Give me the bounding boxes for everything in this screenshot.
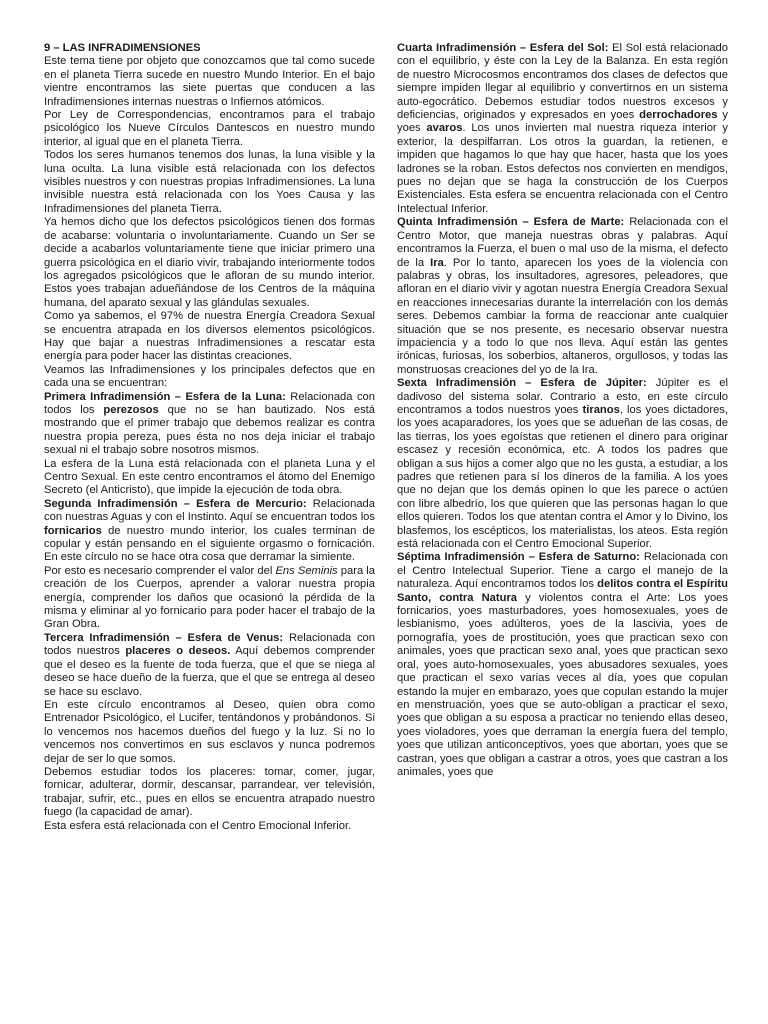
text-run: que no se han bautizado. Nos está mostrando que el primer trabajo que debemos realizar es contra nuestra propia pereza, pues ésta no nos deja iniciar el trabajo sexual ni el trabajo sobre nosotros mismos. [44,403,375,457]
text-run: Este tema tiene por objeto que conozcamos que tal como sucede en el planeta Tierra sucede en nuestro Mundo Interior. En el bajo vientre encontramos las siete puertas que conducen a las Infradimensiones internas nuestras o Infiernos atómicos. [44,55,375,108]
text-run: La esfera de la Luna está relacionada con el planeta Luna y el Centro Sexual. En este centro encontramos el átomo del Enemigo Secreto (el Anticristo), que impide la ejecución de toda obra. [44,457,375,497]
paragraph [44,820,375,833]
bold-text: Primera Infradimensión – Esfera de la Luna: [44,390,286,403]
paragraph [44,55,375,109]
paragraph [44,766,375,820]
text-run: , los yoes dictadores, los yoes acaparadores, los yoes que se adueñan de las cosas, de las tierras, los yoes egoístas que retienen el dinero para originar escasez y recesión económica, etc. A todos los padres que obligan a sus hijos a comer algo que no les gusta, a estudiar, a los padres que retienen para sí los dineros de la familia. A los yoes que no dejan que los demás opinen lo que les parece o actúen con libre albedrío, los que quieren que las personas hagan lo que ellos quieren. Todos los que atentan contra el Amor y lo Divino, los blasfemos, los escépticos, los materialistas, los ateos. Esta región está relacionada con el Centro Emocional Superior. [397,403,728,551]
bold-text: Séptima Infradimensión – Esfera de Saturno: [397,551,640,564]
bold-text: Tercera Infradimensión – Esfera de Venus: [44,631,284,644]
text-run: de nuestro mundo interior, los cuales terminan de copular y están pensando en el siguiente orgasmo o fornicación. En este círculo no se hace otra cosa que derramar la simiente. [44,524,375,564]
paragraph [44,310,375,364]
text-run: Aquí debemos comprender que el deseo es la fuente de toda fuerza, que el que se niega al deseo se hace dueño de la fuerza, que el que se entrega al deseo se hace su esclavo. [44,645,376,698]
text-run: Veamos las Infradimensiones y los principales defectos que en cada una se encuentran: [44,363,375,390]
paragraph [397,216,728,377]
text-run: Ya hemos dicho que los defectos psicológicos tienen dos formas de acabarse: voluntaria o involuntariamente. Cuando un Ser se decide a acabarlos voluntariamente tiene que iniciar primero una guerra psicológica en el diario vivir, trabajando interiormente todos los agregados psicológicos que le afloran de su mundo interior. Estos yoes trabajan adueñándose de los Centros de la máquina humana, del aparato sexual y las glándulas sexuales. [44,216,375,309]
text-run: . Los unos invierten mal nuestra riqueza interior y exterior, la despilfarran. Los otros la guardan, la retienen, e impiden que hagamos lo que hay que hacer, hasta que los yoes ladrones se la roban. Estos defectos nos convierten en mendigos, pues no dejan que se haga la construcción de los Cuerpos Existenciales. Esta esfera se encuentra relacionada con el Centro Intelectual Inferior. [397,122,728,215]
bold-text: Cuarta Infradimensión – Esfera del Sol: [397,42,609,54]
text-run: En este círculo encontramos al Deseo, quien obra como Entrenador Psicológico, el Lucifer, tentándonos y probándonos. Si lo vencemos nos hacemos dueños del fuego y la luz. Si no lo vencemos nos convertimos en sus esclavos y nunca podremos dejar de ser lo que somos. [44,698,375,765]
text-run: Relacionada con el Centro Intelectual Superior. Tiene a cargo el manejo de la naturaleza. Aquí encontramos todos los [397,551,728,591]
paragraph [44,458,375,498]
bold-text: Segunda Infradimensión – Esfera de Mercurio: [44,497,307,510]
bold-text: avaros [426,122,463,135]
text-run: Debemos estudiar todos los placeres: tomar, comer, jugar, fornicar, adulterar, dormir, descansar, parrandear, ver televisión, trabajar, sufrir, etc., pues en ellos se encuentra atrapado nuestro fuego (la capacidad de amar). [44,765,375,819]
text-run: . Por lo tanto, aparecen los yoes de la violencia con palabras y obras, los insultadores, agresores, peleadores, que afloran en el diario vivir y agotan nuestra Energía Creadora Sexual en reacciones innecesarias durante la interrelación con los demás seres. Debemos cambiar la forma de reaccionar ante cualquier situación que se nos presente, es necesario observar nuestra impaciencia y a todo lo que nos lleva. Aquí están las gentes irónicas, furiosas, los soberbios, altaneros, orgullosos, y todas las monstruosas creaciones del yo de la Ira. [397,256,728,376]
text-run: Relacionada con el Centro Motor, que maneja nuestras obras y palabras. Aquí encontramos la Fuerza, el buen o mal uso de la misma, el defecto de la [397,216,728,269]
bold-text: Sexta Infradimensión – Esfera de Júpiter: [397,377,647,390]
text-run: Por Ley de Correspondencias, encontramos para el trabajo psicológico los Nueve Círculos Dantescos en nuestro mundo interior, al igual que en el planeta Tierra. [44,109,375,148]
paragraph [44,699,375,766]
paragraph [44,632,375,699]
paragraph [44,364,375,391]
paragraph [44,565,375,632]
bold-text: perezosos [103,403,159,416]
italic-text: Ens Seminis [275,564,338,577]
bold-text: fornicarios [44,524,102,537]
text-run: Relacionada con todos los [44,390,375,416]
bold-text: delitos contra el Espíritu Santo, contra Natura [397,578,728,604]
text-run: Relacionada con nuestras Aguas y con el Instinto. Aquí se encuentran todos los [44,497,375,524]
bold-text: tiranos [582,403,620,416]
paragraph [44,216,375,310]
bold-text: Quinta Infradimensión – Esfera de Marte: [397,216,625,229]
text-run: El Sol está relacionado con el equilibrio, y éste con la Ley de la Balanza. En esta región de nuestro Microcosmos encontramos dos clases de defectos que siempre impiden llegar al equilibrio y convertirnos en un sistema auto-egocrático. Debemos estudiar todos nuestros excesos y deficiencias, originados y expresados en yoes [397,42,728,122]
paragraph [44,391,375,458]
document-title: 9 – LAS INFRADIMENSIONES [44,42,201,54]
paragraph [397,551,728,779]
bold-text: derrochadores [639,109,718,122]
paragraph [44,109,375,149]
text-run: Relacionada con todos nuestros [44,631,376,658]
text-run: Júpiter es el dadivoso del sistema solar. Contrario a esto, en este círculo encontramos a todos nuestros yoes [397,377,728,416]
text-run: y violentos contra el Arte: Los yoes fornicarios, yoes masturbadores, yoes homosexuales, yoes de lesbianismo, yoes adúlteros, yoes de la lascivia, yoes de pornografía, yoes de prostitución, yoes que practican sexo con animales, yoes que practican sexo anal, yoes que practican sexo oral, yoes auto-homosexuales, yoes abusadores sexuales, yoes que practican el sexo varias veces al día, yoes que copulan estando la mujer en embarazo, yoes que copulan estando la mujer en menstruación, yoes que se auto-obligan a practicar el sexo, yoes que obligan a su esposa a practicar no teniendo ellas deseo, yoes violadores, yoes que derraman la energía fuera del templo, yoes que utilizan anticonceptivos, yoes que abortan, yoes que se castran, yoes que obligan a castrar a otros, yoes que castran a los animales, yoes que [397,591,729,778]
bold-text: placeres o deseos. [125,645,231,658]
text-run: y yoes [397,109,729,135]
text-run: Esta esfera está relacionada con el Centro Emocional Inferior. [44,819,352,832]
paragraph [397,377,728,551]
text-run: Todos los seres humanos tenemos dos lunas, la luna visible y la luna oculta. La luna visible está relacionada con los defectos visibles nuestros y con nuestras propias Infradimensiones. La luna invisible nuestra está relacionada con los Yoes Causa y las Infradimensiones del planeta Tierra. [44,149,375,215]
text-run: Por esto es necesario comprender el valor del [44,564,276,577]
text-run: para la creación de los Cuerpos, aprender a valorar nuestra propia energía, comprender los daños que ocasionó la pérdida de la misma y eliminar al yo fornicario para poder hacer el trabajo de la Gran Obra. [44,564,376,631]
right-column [397,42,728,1024]
left-column [44,42,375,1024]
paragraph [44,498,375,565]
text-run: Como ya sabemos, el 97% de nuestra Energía Creadora Sexual se encuentra atrapada en los diversos elementos psicológicos. Hay que bajar a nuestras Infradimensiones a rescatar esta energía para poder hacer las distintas creaciones. [44,310,375,363]
paragraph [44,149,375,216]
bold-text: Ira [430,256,444,269]
paragraph [397,42,728,216]
